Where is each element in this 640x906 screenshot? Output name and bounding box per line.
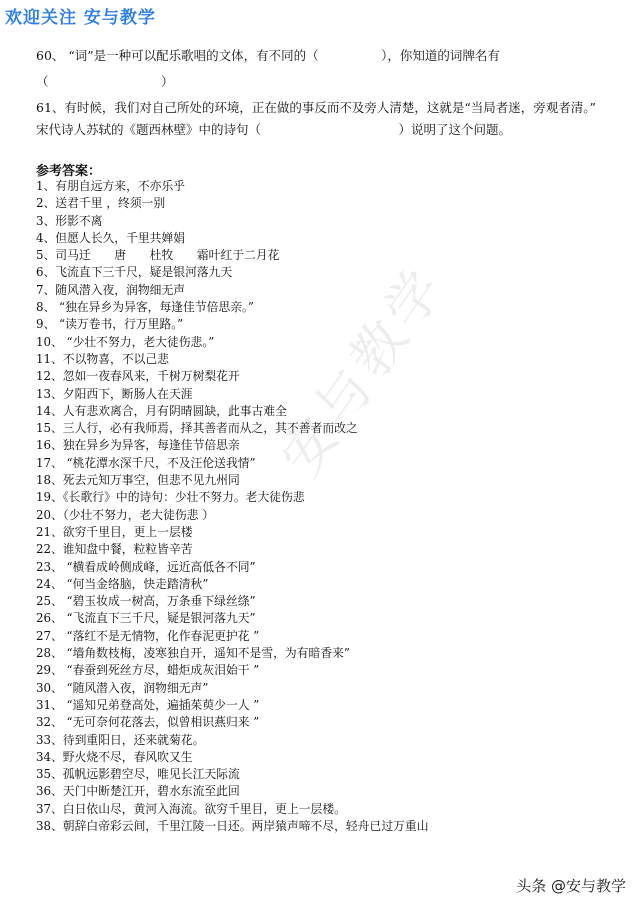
answer-item: 8、 “独在异乡为异客，每逢佳节倍思亲。” (36, 300, 254, 315)
answer-item: 18、死去元知万事空，但悲不见九州同 (36, 473, 240, 488)
answer-item: 36、天门中断楚江开，碧水东流至此回 (36, 784, 240, 799)
answer-item: 9、 “读万卷书，行万里路。” (36, 317, 184, 332)
answer-item: 17、 “桃花潭水深千尺，不及汪伦送我情” (36, 455, 256, 470)
answer-item: 24、 “何当金络脑，快走踏清秋” (36, 576, 209, 591)
question-61-line-1: 61、有时候，我们对自己所处的环境，正在做的事反而不及旁人清楚，这就是“当局者迷，旁观者清。” (36, 100, 596, 115)
answer-list (36, 178, 429, 835)
answer-item: 35、孤帆远影碧空尽，唯见长江天际流 (36, 767, 240, 782)
answer-item: 33、待到重阳日，还来就菊花。 (36, 732, 205, 747)
answer-item: 29、 “春蚕到死丝方尽，蜡炬成灰泪始干 ” (36, 663, 260, 678)
answer-item: 25、 “碧玉妆成一树高，万条垂下绿丝绦” (36, 594, 256, 609)
answer-item: 14、人有悲欢离合，月有阴晴圆缺，此事古难全 (36, 403, 287, 418)
answer-item: 32、 “无可奈何花落去，似曾相识燕归来 ” (36, 715, 260, 730)
answer-item: 21、欲穷千里目，更上一层楼 (36, 524, 193, 539)
answer-item: 20、（少壮不努力，老大徒伤悲 ） (36, 507, 215, 522)
question-60-line-1: 60、 “词”是一种可以配乐歌唱的文体，有不同的（ ），你知道的词牌名有 (36, 48, 500, 63)
answer-item: 34、野火烧不尽，春风吹又生 (36, 749, 193, 764)
answer-item: 11、不以物喜，不以己悲 (36, 351, 169, 366)
answer-item: 1、有朋自远方来，不亦乐乎 (36, 179, 186, 193)
answer-item: 28、 “墙角数枝梅，凌寒独自开，遥知不是雪，为有暗香来” (36, 646, 350, 661)
answer-item: 23、 “横看成岭侧成峰，远近高低各不同” (36, 559, 256, 574)
answer-item: 22、谁知盘中餐，粒粒皆辛苦 (36, 542, 193, 557)
answer-item: 15、三人行，必有我师焉，择其善者而从之，其不善者而改之 (36, 421, 358, 436)
question-61-line-2: 宋代诗人苏轼的《题西林壁》中的诗句（ ）说明了这个问题。 (36, 122, 512, 137)
answer-item: 6、飞流直下三千尺，疑是银河落九天 (36, 265, 233, 280)
answer-item: 7、随风潜入夜，润物细无声 (36, 282, 186, 297)
answer-item: 26、 “飞流直下三千尺，疑是银河落九天” (36, 611, 256, 626)
answer-item: 19、《长歌行》中的诗句：少壮不努力。老大徒伤悲 (36, 490, 305, 505)
page-header: 欢迎关注 安与教学 (5, 8, 156, 28)
answer-item: 5、司马迁 唐 杜牧 霜叶红于二月花 (36, 248, 280, 263)
answer-item: 37、白日依山尽，黄河入海流。欲穷千里目，更上一层楼。 (36, 801, 346, 816)
answer-item: 4、但愿人长久，千里共婵娟 (36, 230, 186, 245)
answers-title: 参考答案： (36, 164, 102, 179)
answer-item: 30、 “随风潜入夜，润物细无声” (36, 680, 209, 695)
answer-item: 38、朝辞白帝彩云间，千里江陵一日还。两岸猿声啼不尽，轻舟已过万重山 (36, 818, 429, 833)
answer-item: 12、忽如一夜春风来，千树万树梨花开 (36, 369, 240, 384)
answer-item: 27、 “落红不是无情物，化作春泥更护花 ” (36, 628, 260, 643)
question-60-line-2: （ ） (36, 74, 174, 89)
answer-item: 3、形影不离 (36, 213, 103, 228)
answer-item: 31、 “遥知兄弟登高处，遍插茱萸少一人 ” (36, 697, 260, 712)
answer-item: 13、夕阳西下，断肠人在天涯 (36, 386, 193, 401)
answer-item: 2、送君千里 ，终须一别 (36, 196, 166, 211)
answer-item: 16、独在异乡为异客，每逢佳节倍思亲 (36, 438, 240, 453)
footer-credit: 头条 @安与教学 (516, 877, 626, 895)
answer-item: 10、 “少壮不努力，老大徒伤悲。” (36, 334, 215, 349)
watermark: 安与教学 (268, 254, 458, 488)
